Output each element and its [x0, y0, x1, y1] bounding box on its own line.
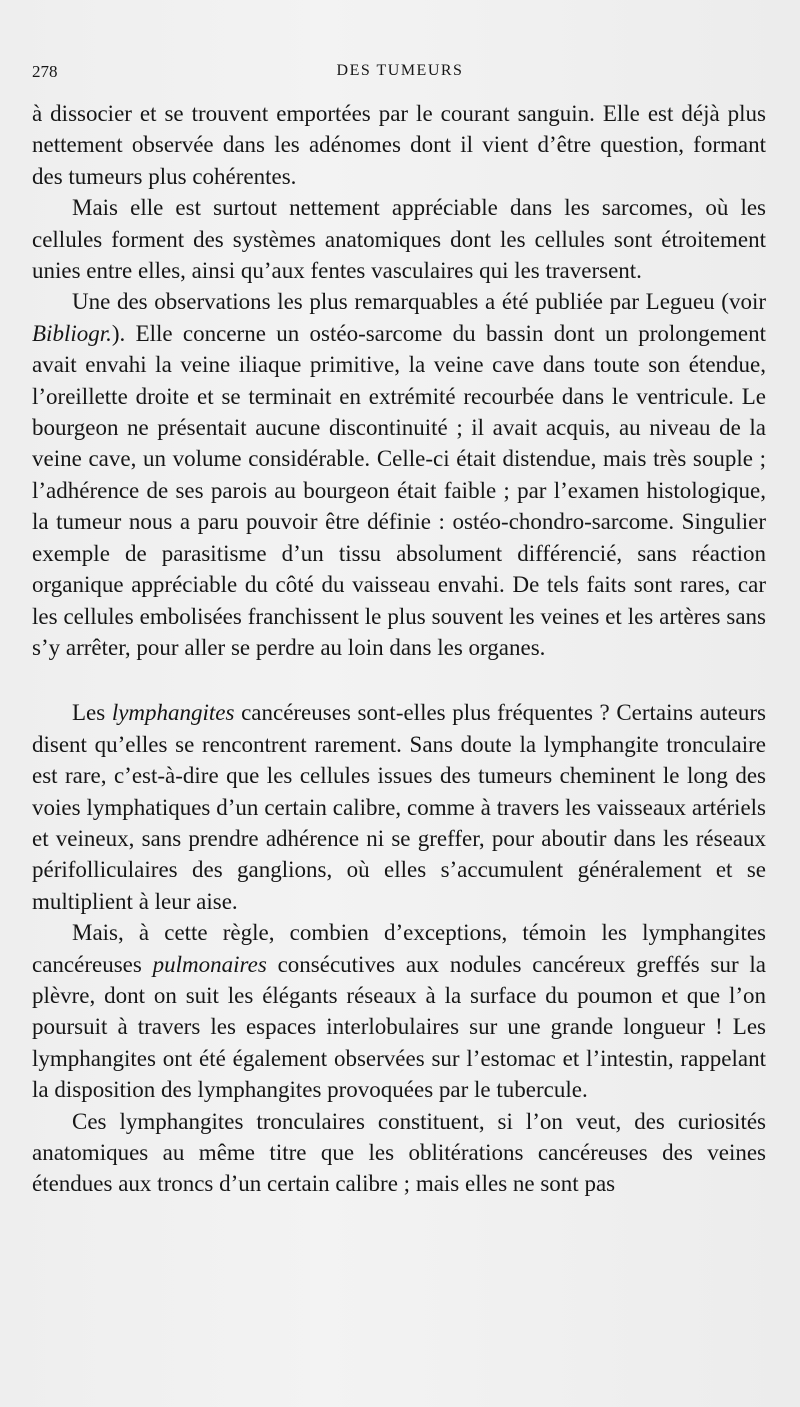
- paragraph-5-italic: pulmonaires: [152, 951, 267, 977]
- paragraph-3: [32, 286, 766, 663]
- paragraph-2: Mais elle est surtout nettement appréciable dans les sarcomes, où les cellules forment des systèmes anatomiques dont les cellules sont étroitement unies entre elles, ainsi qu’aux fentes vasculaires qui les traversent.: [32, 195, 766, 284]
- running-head: DES TUMEURS: [336, 62, 464, 79]
- paragraph-3-rest: ). Elle concerne un ostéo-sarcome du bassin dont un prolongement avait envahi la veine iliaque primitive, la veine cave dans toute son étendue, l’oreillette droite et se terminait en extrémité recourbée dans le ventricule. Le bourgeon ne présentait aucune discontinuité ; il avait acquis, au niveau de la veine cave, un volume considérable. Celle-ci était distendue, mais très souple ; l’adhérence de ses parois au bourgeon était faible ; par l’examen histologique, la tumeur nous a paru pouvoir être définie : ostéo-chondro-sarcome. Singulier exemple de parasitisme d’un tissu absolument différencié, sans réaction organique appréciable du côté du vaisseau envahi. De tels faits sont rares, car les cellules embolisées franchissent le plus souvent les veines et les artères sans s’y arrêter, pour aller se perdre au loin dans les organes.: [32, 320, 766, 660]
- paragraph-3-italic: Bibliogr.: [32, 320, 112, 346]
- paragraph-5-rest: consécutives aux nodules cancéreux greffés sur la plèvre, dont on suit les élégants réseaux à la surface du poumon et que l’on poursuit à travers les espaces interlobulaires sur une grande longueur ! Les lymphangites ont été également observées sur l’estomac et l’intestin, rappelant la disposition des lymphangites provoquées par le tubercule.: [32, 951, 766, 1103]
- paragraph-4: [32, 697, 766, 917]
- body-text: [32, 98, 766, 1200]
- page-number: 278: [32, 62, 58, 81]
- paragraph-3-start: Une des observations les plus remarquables a été publiée par Legueu (voir: [72, 289, 766, 315]
- paragraph-4-start: Les: [72, 700, 112, 726]
- paragraph-5: [32, 917, 766, 1105]
- paragraph-1: à dissocier et se trouvent emportées par le courant sanguin. Elle est déjà plus nettement observée dans les adénomes dont il vient d’être question, formant des tumeurs plus cohérentes.: [32, 101, 766, 189]
- paragraph-6: Ces lymphangites tronculaires constituent, si l’on veut, des curiosités anatomiques au même titre que les oblitérations cancéreuses des veines étendues aux troncs d’un certain calibre ; mais elles ne sont pas: [32, 1108, 766, 1197]
- page-header: [32, 62, 768, 86]
- paragraph-5-start: Mais, à cette règle, combien d’exceptions, témoin les lymphangites cancéreuses: [32, 920, 766, 977]
- paragraph-4-rest: cancéreuses sont-elles plus fréquentes ? Certains auteurs disent qu’elles se rencontrent rarement. Sans doute la lymphangite tronculaire est rare, c’est-à-dire que les cellules issues des tumeurs cheminent le long des voies lymphatiques d’un certain calibre, comme à travers les vaisseaux artériels et veineux, sans prendre adhérence ni se greffer, pour aboutir dans les réseaux périfolliculaires des ganglions, où elles s’accumulent généralement et se multiplient à leur aise.: [32, 700, 766, 914]
- paragraph-4-italic: lymphangites: [111, 700, 235, 726]
